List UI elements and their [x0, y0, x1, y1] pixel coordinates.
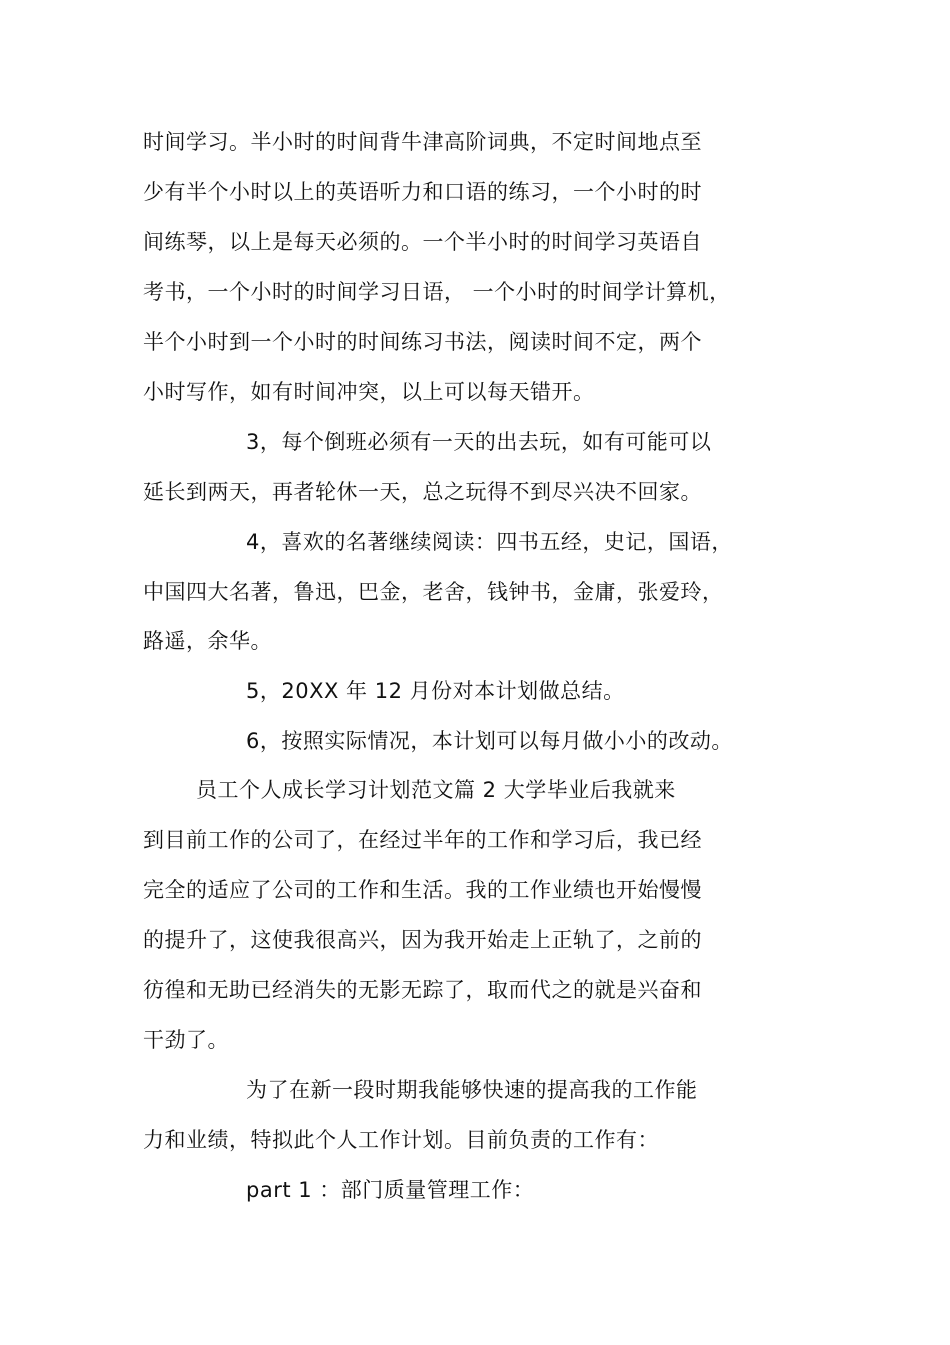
- section-heading: 员工个人成长学习计划范文篇 2 大学毕业后我就来: [196, 778, 676, 802]
- text-line: 半个小时到一个小时的时间练习书法，阅读时间不定，两个: [143, 330, 702, 354]
- list-item-4: 4，喜欢的名著继续阅读：四书五经，史记，国语，: [246, 530, 733, 554]
- text-line: 彷徨和无助已经消失的无影无踪了，取而代之的就是兴奋和: [143, 978, 702, 1002]
- text-line: 中国四大名著，鲁迅，巴金，老舍，钱钟书，金庸，张爱玲，: [143, 580, 724, 604]
- list-item-6: 6，按照实际情况，本计划可以每月做小小的改动。: [246, 729, 733, 753]
- text-line: 力和业绩，特拟此个人工作计划。目前负责的工作有：: [143, 1128, 659, 1152]
- text-line: 小时写作，如有时间冲突，以上可以每天错开。: [143, 380, 595, 404]
- part-heading: part 1 ：部门质量管理工作：: [246, 1178, 535, 1202]
- text-line: 少有半个小时以上的英语听力和口语的练习，一个小时的时: [143, 180, 702, 204]
- text-line: 为了在新一段时期我能够快速的提高我的工作能: [246, 1078, 698, 1102]
- text-line: 考书，一个小时的时间学习日语， 一个小时的时间学计算机，: [143, 280, 731, 304]
- list-item-3: 3，每个倒班必须有一天的出去玩，如有可能可以: [246, 430, 712, 454]
- text-line: 间练琴，以上是每天必须的。一个半小时的时间学习英语自: [143, 230, 702, 254]
- text-line: 完全的适应了公司的工作和生活。我的工作业绩也开始慢慢: [143, 878, 702, 902]
- list-item-5: 5，20XX 年 12 月份对本计划做总结。: [246, 679, 625, 703]
- text-line: 到目前工作的公司了，在经过半年的工作和学习后，我已经: [143, 828, 702, 852]
- text-line: 的提升了，这使我很高兴，因为我开始走上正轨了，之前的: [143, 928, 702, 952]
- text-line: 时间学习。半小时的时间背牛津高阶词典，不定时间地点至: [143, 130, 702, 154]
- text-line: 干劲了。: [143, 1028, 229, 1052]
- text-line: 延长到两天，再者轮休一天，总之玩得不到尽兴决不回家。: [143, 480, 702, 504]
- text-line: 路遥，余华。: [143, 629, 272, 653]
